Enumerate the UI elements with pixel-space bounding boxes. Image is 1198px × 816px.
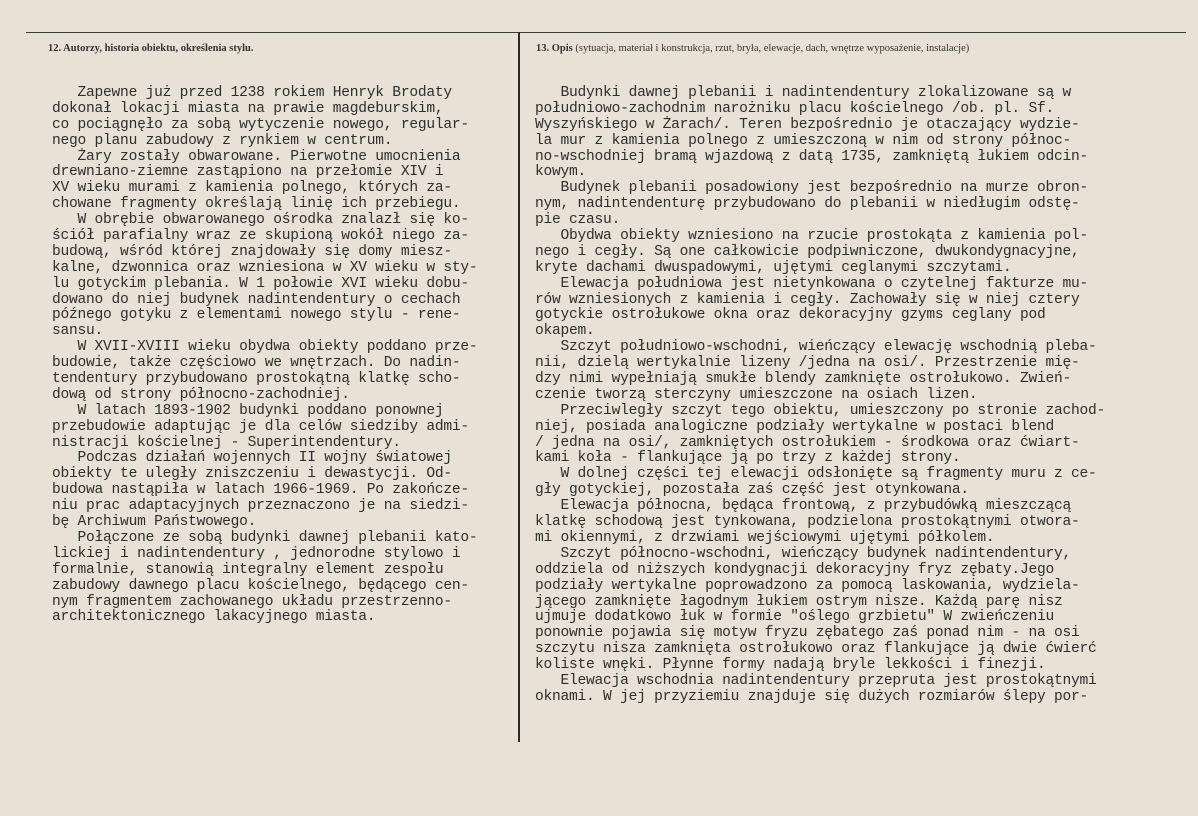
right-text-line: Elewacja wschodnia nadintendentury przepruta jest prostokątnymi — [535, 672, 1097, 689]
left-text-line: przebudowie adaptując je dla celów siedziby admi- — [52, 418, 469, 435]
right-text-line: koliste wnęki. Płynne formy nadają bryle lekkości i finezji. — [535, 657, 1046, 674]
left-text-line: architektonicznego lakacyjnego miasta. — [52, 609, 376, 626]
left-text-line: W latach 1893-1902 budynki poddano ponownej — [52, 402, 444, 419]
right-text-line: gotyckie ostrołukowe okna oraz dekoracyjny gzyms ceglany pod — [535, 307, 1046, 324]
right-text-line: szczytu nisza zamknięta ostrołukowo oraz flankujące ją dwie ćwierć — [535, 641, 1097, 658]
left-text-line: lu gotyckim plebania. W 1 połowie XVI wieku dobu- — [52, 275, 469, 292]
right-text-line: Elewacja północna, będąca frontową, z przybudówką mieszczącą — [535, 498, 1071, 515]
right-column-text — [535, 86, 1185, 706]
left-text-line: Żary zostały obwarowane. Pierwotne umocnienia — [52, 148, 461, 165]
right-text-line: dzy nimi wypełniają smukłe blendy zamknięte ostrołukowo. Zwień- — [535, 371, 1071, 388]
right-text-line: la mur z kamienia polnego z umieszczoną w nim od strony północ- — [535, 132, 1071, 149]
right-text-line: kowym. — [535, 164, 587, 181]
left-text-line: nym fragmentem zachowanego układu przestrzenno- — [52, 593, 452, 610]
right-text-line: ujmuje dodatkowo łuk w formie "oślego grzbietu" W zwieńczeniu — [535, 609, 1054, 626]
left-text-line: Zapewne już przed 1238 rokiem Henryk Brodaty — [52, 85, 452, 101]
right-text-line: Szczyt północno-wschodni, wieńczący budynek nadintendentury, — [535, 545, 1071, 562]
right-text-line: południowo-zachodnim narożniku placu kościelnego /ob. pl. Sf. — [535, 100, 1054, 117]
left-text-line: XV wieku murami z kamienia polnego, których za- — [52, 180, 452, 197]
right-text-line: kami koła - flankujące ją po trzy z każdej strony. — [535, 450, 961, 467]
left-text-line: ściół parafialny wraz ze skupioną wokół niego za- — [52, 228, 469, 245]
left-text-line: budową, wśród której znajdowały się domy miesz- — [52, 243, 452, 260]
right-text-line: ponownie pojawia się motyw fryzu zębatego zaś ponad nim - na osi — [535, 625, 1080, 642]
right-text-line: Elewacja południowa jest nietynkowana o czytelnej fakturze mu- — [535, 275, 1088, 292]
left-text-line: dową od strony północno-zachodniej. — [52, 386, 350, 403]
left-text-line: nego planu zabudowy z rynkiem w centrum. — [52, 132, 393, 149]
left-text-line: dowano do niej budynek nadintendentury o cechach — [52, 291, 461, 308]
right-text-line: Obydwa obiekty wzniesiono na rzucie prostokąta z kamienia pol- — [535, 228, 1088, 245]
left-text-line: niu prac adaptacyjnych przeznaczono je na siedzi- — [52, 498, 469, 515]
right-text-line: nym, nadintendenturę przybudowano do plebanii w niedługim odstę- — [535, 196, 1080, 213]
column-divider — [518, 32, 520, 742]
left-text-line: dokonał lokacji miasta na prawie magdeburskim, — [52, 100, 444, 117]
right-text-line: Budynek plebanii posadowiony jest bezpośrednio na murze obron- — [535, 180, 1088, 197]
right-header-subtitle: (sytuacja, materiał i konstrukcja, rzut, bryła, elewacje, dach, wnętrze wyposażenie, instalacje) — [572, 43, 970, 54]
right-text-line: rów wzniesionych z kamienia i cegły. Zachowały się w niej cztery — [535, 291, 1080, 308]
right-text-line: no-wschodniej bramą wjazdową z datą 1735, zamkniętą łukiem odcin- — [535, 148, 1088, 165]
right-text-line: oknami. W jej przyziemiu znajduje się dużych rozmiarów ślepy por- — [535, 688, 1088, 705]
right-text-line: / jedna na osi/, zamkniętych ostrołukiem - środkowa oraz ćwiart- — [535, 434, 1080, 451]
right-text-line: Szczyt południowo-wschodni, wieńczący elewację wschodnią pleba- — [535, 339, 1097, 356]
left-text-line: późnego gotyku z elementami nowego stylu - rene- — [52, 307, 461, 324]
left-column-header: 12. Autorzy, historia obiektu, określenia stylu. — [48, 43, 254, 54]
right-column-header — [536, 43, 969, 54]
left-text-line: budowa nastąpiła w latach 1966-1969. Po zakończe- — [52, 482, 469, 499]
left-text-line: lickiej i nadintendentury , jednorodne stylowo i — [52, 545, 461, 562]
left-text-line: budowie, także częściowo we wnętrzach. Do nadin- — [52, 355, 461, 372]
right-text-line: oddziela od niższych kondygnacji dekoracyjny fryz zębaty.Jego — [535, 561, 1054, 578]
right-header-number: 13. Opis — [536, 43, 573, 54]
left-text-line: co pociągnęło za sobą wytyczenie nowego, regular- — [52, 116, 469, 133]
right-text-line: nii, dzielą wertykalnie lizeny /jedna na osi/. Przestrzenie mię- — [535, 355, 1080, 372]
left-text-line: formalnie, stanowią integralny element zespołu — [52, 561, 444, 578]
left-text-line: drewniano-ziemne zastąpiono na przełomie XIV i — [52, 164, 444, 181]
left-text-line: nistracji kościelnej - Superintendentury. — [52, 434, 401, 451]
left-text-line: sansu. — [52, 323, 104, 340]
left-text-line: W XVII-XVIII wieku obydwa obiekty poddano prze- — [52, 339, 478, 356]
left-text-line: Podczas działań wojennych II wojny światowej — [52, 450, 452, 467]
right-text-line: kryte dachami dwuspadowymi, ujętymi ceglanymi szczytami. — [535, 259, 1012, 276]
right-text-line: okapem. — [535, 323, 595, 340]
right-text-line: klatkę schodową jest tynkowana, podzielona prostokątnymi otwora- — [535, 514, 1080, 531]
left-text-line: tendentury przybudowano prostokątną klatkę scho- — [52, 371, 461, 388]
right-text-line: jącego zamknięte łagodnym łukiem ostrym nisze. Każdą parę nisz — [535, 593, 1063, 610]
right-text-line: nego i cegły. Są one całkowicie podpiwniczone, dwukondygnacyjne, — [535, 243, 1080, 260]
right-text-line: czenie tworzą sterczyny umieszczone na osiach lizen. — [535, 386, 978, 403]
right-text-line: Wyszyńskiego w Żarach/. Teren bezpośrednio je otaczający wydzie- — [535, 116, 1080, 133]
left-text-line: kalne, dzwonnica oraz wzniesiona w XV wieku w sty- — [52, 259, 478, 276]
top-rule — [26, 32, 1186, 33]
right-text-line: gły gotyckiej, pozostała zaś część jest otynkowana. — [535, 482, 969, 499]
left-text-line: obiekty te uległy zniszczeniu i dewastycji. Od- — [52, 466, 452, 483]
left-text-line: chowane fragmenty określają linię ich przebiegu. — [52, 196, 461, 213]
left-text-line: bę Archiwum Państwowego. — [52, 514, 257, 531]
right-text-line: niej, posiada analogiczne podziały wertykalne w postaci blend — [535, 418, 1054, 435]
left-text-line: W obrębie obwarowanego ośrodka znalazł się ko- — [52, 212, 469, 229]
left-text-line: Połączone ze sobą budynki dawnej plebanii kato- — [52, 529, 478, 546]
right-text-line: pie czasu. — [535, 212, 621, 229]
right-text-line: Przeciwległy szczyt tego obiektu, umieszczony po stronie zachod- — [535, 402, 1106, 419]
right-text-line: podziały wertykalne poprowadzono za pomocą laskowania, wydziela- — [535, 577, 1080, 594]
right-text-line: Budynki dawnej plebanii i nadintendentury zlokalizowane są w — [535, 85, 1071, 101]
right-text-line: W dolnej części tej elewacji odsłonięte są fragmenty muru z ce- — [535, 466, 1097, 483]
left-text-line: zabudowy dawnego placu kościelnego, będącego cen- — [52, 577, 469, 594]
left-column-text — [52, 86, 514, 626]
right-text-line: mi okiennymi, z drzwiami wejściowymi ujętymi półkolem. — [535, 529, 995, 546]
